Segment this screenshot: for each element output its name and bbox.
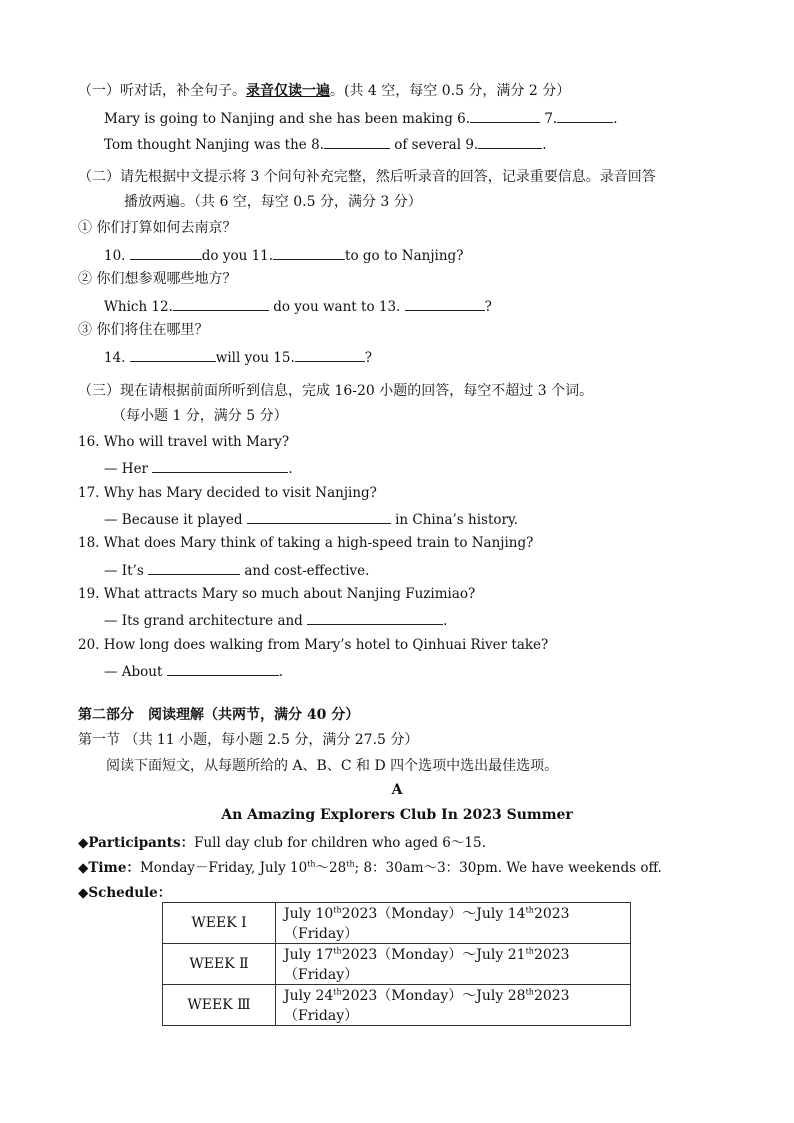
date-text: July 17 <box>284 947 334 963</box>
question-cn-2: ② 你们想参观哪些地方？ <box>78 271 237 287</box>
question-cn-3: ③ 你们将住在哪里？ <box>78 322 209 338</box>
ordinal-sup: th <box>525 905 534 915</box>
question-18: 18. What does Mary think of taking a high-speed train to Nanjing? <box>78 535 534 551</box>
part1-sentence-1 <box>104 108 618 128</box>
ordinal-sup: th <box>525 946 534 956</box>
sentence-text: — Because it played <box>104 512 247 528</box>
reading-subsection: 第一节 （共 11 小题，每小题 2.5 分，满分 27.5 分） <box>78 732 419 748</box>
question-17: 17. Why has Mary decided to visit Nanjing? <box>78 485 377 501</box>
date-text: 2023（Monday）～July 21 <box>341 947 526 963</box>
date-cell <box>276 903 631 944</box>
time-line <box>78 859 662 877</box>
schedule-label: ◆Schedule： <box>78 885 172 901</box>
part1-sentence-2 <box>104 134 547 154</box>
passage-title: An Amazing Explorers Club In 2023 Summer <box>221 807 573 823</box>
ordinal-sup: th <box>525 987 534 997</box>
participants-label: ◆Participants： <box>78 835 195 851</box>
question-en-1 <box>104 245 463 265</box>
blank-9[interactable] <box>478 134 542 149</box>
sentence-text: Tom thought Nanjing was the 8. <box>104 137 324 153</box>
sentence-text: . <box>443 613 448 629</box>
sentence-text: . <box>288 461 293 477</box>
blank-10[interactable] <box>130 245 202 260</box>
question-19: 19. What attracts Mary so much about Nanjing Fuzimiao? <box>78 586 476 602</box>
date-text: 2023（Monday）～July 14 <box>341 906 526 922</box>
blank-17[interactable] <box>247 509 391 524</box>
part3-heading-line1: （三）现在请根据前面所听到信息，完成 16-20 小题的回答，每空不超过 3 个词。 <box>78 383 594 399</box>
date-text: 2023（Monday）～July 28 <box>341 988 526 1004</box>
question-en-3 <box>104 347 372 367</box>
sentence-text: 10. <box>104 248 130 264</box>
time-text: ～28 <box>315 860 347 876</box>
sentence-text: ? <box>484 299 492 315</box>
blank-18[interactable] <box>148 560 240 575</box>
week-cell: WEEK Ⅰ <box>163 903 276 944</box>
question-16: 16. Who will travel with Mary? <box>78 434 290 450</box>
date-cell <box>276 985 631 1026</box>
sentence-text: do you 11. <box>201 248 274 264</box>
sentence-text: . <box>278 664 284 680</box>
blank-14[interactable] <box>130 347 216 362</box>
table-row <box>163 944 631 985</box>
time-text: Monday－Friday, July 10 <box>139 860 308 876</box>
answer-18 <box>104 560 369 580</box>
blank-11[interactable] <box>273 245 345 260</box>
part1-heading-emphasis: 录音仅读一遍 <box>246 83 330 99</box>
part3-heading-line2: （每小题 1 分，满分 5 分） <box>112 408 288 424</box>
ordinal-sup: th <box>333 946 342 956</box>
blank-12[interactable] <box>173 296 269 311</box>
sentence-text: — About <box>104 664 167 680</box>
answer-17 <box>104 509 518 529</box>
blank-7[interactable] <box>557 108 613 123</box>
sentence-text: Mary is going to Nanjing and she has been making 6. <box>104 111 471 127</box>
participants-line <box>78 834 486 852</box>
reading-instruction: 阅读下面短文，从每题所给的 A、B、C 和 D 四个选项中选出最佳选项。 <box>106 758 559 774</box>
sentence-text: in China’s history. <box>390 512 519 528</box>
part1-heading-score: 。(共 4 空，每空 0.5 分，满分 2 分） <box>330 83 571 99</box>
table-row <box>163 903 631 944</box>
date-text: 2023（Friday） <box>284 988 570 1024</box>
schedule-table <box>162 902 631 1026</box>
ordinal-sup: th <box>307 859 316 869</box>
sentence-text: to go to Nanjing? <box>345 248 464 264</box>
ordinal-sup: th <box>346 859 355 869</box>
answer-16 <box>104 458 293 478</box>
blank-16[interactable] <box>152 458 288 473</box>
sentence-text: — Its grand architecture and <box>104 613 308 629</box>
ordinal-sup: th <box>333 987 342 997</box>
blank-8[interactable] <box>324 134 390 149</box>
date-text: July 10 <box>284 906 334 922</box>
date-text: 2023（Friday） <box>284 906 570 942</box>
date-cell <box>276 944 631 985</box>
sentence-text: will you 15. <box>215 350 295 366</box>
question-20: 20. How long does walking from Mary’s hotel to Qinhuai River take? <box>78 637 549 653</box>
time-text: ; 8：30am～3：30pm. We have weekends off. <box>354 860 662 876</box>
sentence-text: 14. <box>104 350 130 366</box>
sentence-text: — Her <box>104 461 153 477</box>
question-en-2 <box>104 296 492 316</box>
sentence-text: 7. <box>540 111 558 127</box>
sentence-text: and cost-effective. <box>240 563 370 579</box>
answer-19 <box>104 610 447 630</box>
part2-heading-line2: 播放两遍。（共 6 空，每空 0.5 分，满分 3 分） <box>124 194 422 210</box>
ordinal-sup: th <box>333 905 342 915</box>
table-row <box>163 985 631 1026</box>
blank-19[interactable] <box>307 610 443 625</box>
sentence-text: — It’s <box>104 563 149 579</box>
blank-15[interactable] <box>295 347 365 362</box>
part1-heading <box>78 82 570 100</box>
date-text: July 24 <box>284 988 334 1004</box>
blank-20[interactable] <box>167 661 279 676</box>
sentence-text: of several 9. <box>389 137 479 153</box>
question-cn-1: ① 你们打算如何去南京？ <box>78 220 237 236</box>
reading-section-title: 第二部分 阅读理解（共两节，满分 40 分） <box>78 707 360 723</box>
sentence-text: ? <box>364 350 373 366</box>
participants-text: Full day club for children who aged 6～15. <box>194 835 486 851</box>
time-label: ◆Time： <box>78 860 140 876</box>
answer-20 <box>104 661 283 681</box>
part2-heading-line1: （二）请先根据中文提示将 3 个问句补充完整，然后听录音的回答，记录重要信息。录音回答 <box>78 169 656 185</box>
passage-letter: A <box>391 782 403 798</box>
blank-13[interactable] <box>405 296 485 311</box>
sentence-text: do you want to 13. <box>268 299 405 315</box>
week-cell: WEEK Ⅲ <box>163 985 276 1026</box>
part1-heading-text: （一）听对话，补全句子。 <box>78 83 246 99</box>
week-cell: WEEK Ⅱ <box>163 944 276 985</box>
sentence-text: Which 12. <box>104 299 173 315</box>
blank-6[interactable] <box>470 108 540 123</box>
date-text: 2023（Friday） <box>284 947 570 983</box>
sentence-text: . <box>542 137 547 153</box>
sentence-text: . <box>613 111 618 127</box>
